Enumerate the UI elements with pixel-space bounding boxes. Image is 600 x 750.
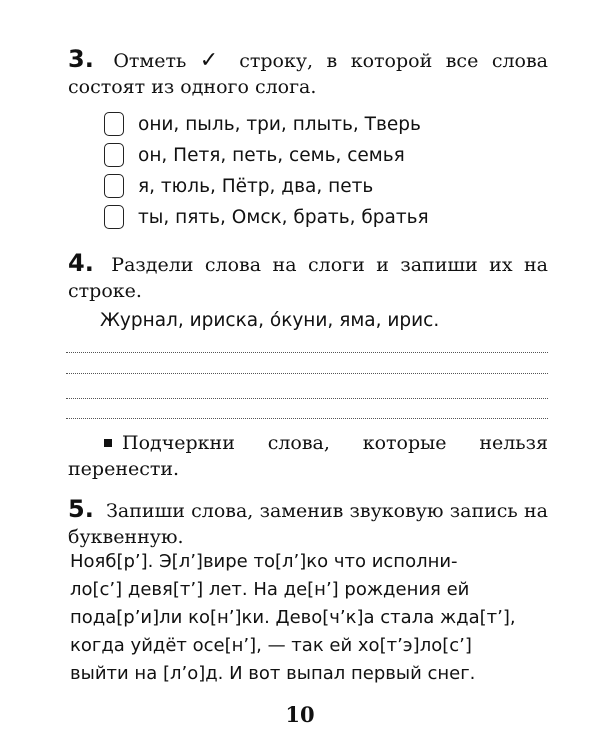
option-row-3[interactable] <box>104 173 373 199</box>
task-4-number: 4. <box>68 249 94 277</box>
task-3-instruction <box>68 46 548 100</box>
answer-line-2[interactable] <box>66 373 548 374</box>
option-text-4: ты, пять, Омск, брать, братья <box>138 206 429 228</box>
passage-line-1-text: Нояб[р’]. Э[л’]вире то[л’]ко что исполни- <box>70 551 458 572</box>
option-checkbox-2[interactable] <box>104 143 124 167</box>
passage-line-5 <box>70 660 548 688</box>
task-3-text-after: строку, в которой все слова состоят из одного слога. <box>68 50 548 98</box>
task-4-text: Раздели слова на слоги и запиши их на строке. <box>68 254 548 302</box>
task-4-subtask <box>68 430 548 482</box>
answer-line-1[interactable] <box>66 352 548 353</box>
option-text-2: он, Петя, петь, семь, семья <box>138 144 405 166</box>
page-number: 10 <box>285 702 315 727</box>
checkmark-icon: ✓ <box>199 48 226 73</box>
passage-line-3 <box>70 604 548 632</box>
task-4-instruction <box>68 250 548 304</box>
option-checkbox-3[interactable] <box>104 174 124 198</box>
task-5-text: Запиши слова, заменив звуковую запись на буквенную. <box>68 500 549 548</box>
option-row-4[interactable] <box>104 204 429 230</box>
task-5-instruction <box>68 496 548 550</box>
option-text-3: я, тюль, Пётр, два, петь <box>138 175 374 197</box>
option-row-1[interactable] <box>104 111 421 137</box>
task-3-text-before: Отметь <box>113 50 187 72</box>
task-5-passage <box>70 548 548 688</box>
passage-line-2 <box>70 576 548 604</box>
option-row-2[interactable] <box>104 142 405 168</box>
bullet-square-icon <box>104 439 112 447</box>
option-text-1: они, пыль, три, плыть, Тверь <box>138 113 421 135</box>
passage-line-5-text: выйти на [л’о]д. И вот выпал первый снег. <box>70 663 476 684</box>
option-checkbox-1[interactable] <box>104 112 124 136</box>
passage-line-4 <box>70 632 548 660</box>
passage-line-3-text: пода[р’и]ли ко[н’]ки. Дево[ч’к]а стала жда[т’], <box>70 607 516 628</box>
answer-line-4[interactable] <box>66 418 548 419</box>
passage-line-4-text: когда уйдёт осе[н’], — так ей хо[т’э]ло[с’] <box>70 635 472 656</box>
passage-line-1 <box>70 548 548 576</box>
answer-line-3[interactable] <box>66 398 548 399</box>
task-5-number: 5. <box>68 495 94 523</box>
task-3-number: 3. <box>68 45 94 73</box>
option-checkbox-4[interactable] <box>104 205 124 229</box>
passage-line-2-text: ло[с’] девя[т’] лет. На де[н’] рождения ей <box>70 579 470 600</box>
task-4-subtask-text: Подчеркни слова, которые нельзя перенести. <box>68 432 548 480</box>
task-4-words: Журнал, ириска, óкуни, яма, ирис. <box>100 310 440 331</box>
